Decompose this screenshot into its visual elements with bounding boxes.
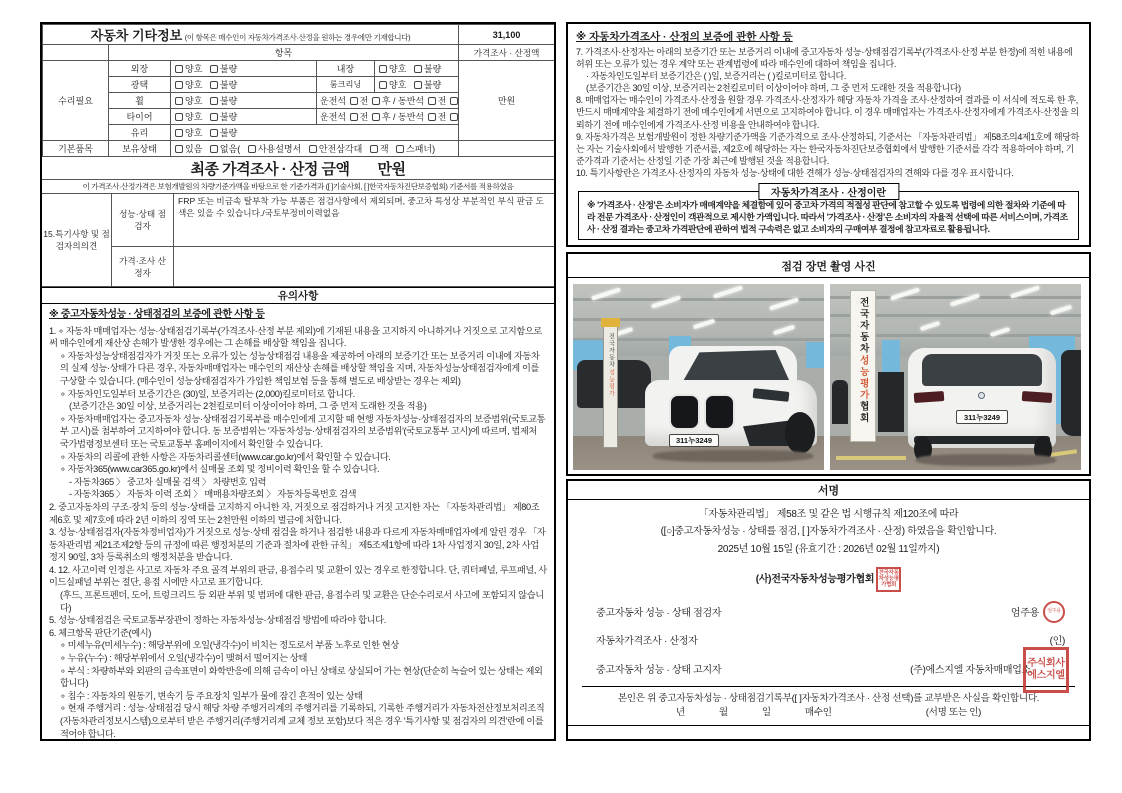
checkbox-wheel-passenger-front[interactable] — [428, 97, 436, 105]
checkbox-wheel-passenger-rear[interactable] — [450, 97, 458, 105]
price-unit-cell: 만원 — [459, 61, 555, 141]
label-spanner: 스패너) — [406, 144, 436, 154]
signature-row-dealer — [582, 657, 1075, 681]
right-column — [566, 22, 1091, 741]
signature-body — [568, 500, 1089, 687]
checkbox-spanner[interactable] — [396, 145, 404, 153]
checkbox-tire-passenger-front[interactable] — [428, 113, 436, 121]
checkbox-exterior-bad[interactable] — [210, 65, 218, 73]
label-day: 일 — [761, 707, 771, 719]
lift-post-text-black: 전국자동차 — [607, 333, 614, 368]
checkbox-tire-driver-front[interactable] — [350, 113, 358, 121]
row-tire-label: 타이어 — [109, 109, 171, 125]
checkbox-tire-passenger-rear[interactable] — [450, 113, 458, 121]
label-front: 전 — [437, 96, 447, 106]
banner-text-red: 성능평가 — [857, 354, 869, 401]
appraisal-definition-title: 자동차가격조사 · 산정이란 — [758, 183, 899, 200]
checkbox-exterior-good[interactable] — [175, 65, 183, 73]
checkbox-manual[interactable] — [248, 145, 256, 153]
caution-item: 5. 성능·상태점검은 국토교통부장관이 정하는 자동차성능·상태점검 방법에 따라야 합니다. — [49, 615, 386, 626]
inspection-photo-front — [573, 284, 824, 470]
base-price-value: 31,100 — [459, 25, 555, 45]
price-warranty-item: · 자동차인도일부터 보증기간은 ( )일, 보증거리는 ( )킬로미터로 합니다. — [586, 71, 847, 82]
label-bad: 불량 — [219, 80, 238, 90]
label-bad: 불량 — [219, 112, 238, 122]
appraiser-sublabel: 가격·조사 산정자 — [112, 247, 174, 287]
checkbox-roomcleaning-bad[interactable] — [414, 81, 422, 89]
check-line: ([○]중고자동차성능 · 상태를 점검, [ ]자동차가격조사 · 산정) 하였음을 확인합니다. — [660, 525, 997, 537]
open-car-door — [1061, 350, 1081, 436]
group-repair-label: 수리필요 — [43, 61, 109, 141]
doc-subtitle: (이 항목은 매수인이 자동차가격조사·산정을 원하는 경우에만 기재합니다) — [184, 33, 411, 42]
checkbox-nothave[interactable] — [210, 145, 218, 153]
dealer-row-label: 중고자동차 성능 · 상태 고지자 — [596, 664, 722, 676]
final-price-title: 최종 가격조사 · 산정 금액 — [190, 160, 350, 178]
caution-header: 유의사항 — [42, 287, 554, 304]
checkbox-have[interactable] — [175, 145, 183, 153]
association-banner — [850, 290, 876, 442]
label-good: 양호 — [185, 64, 203, 74]
caution-item: ∘ 미세누유(미세누수) : 해당부위에 오일(냉각수)이 비치는 정도로서 부품 노후로 인한 현상 — [60, 640, 399, 651]
signature-row-appraiser — [582, 632, 1075, 647]
group-basic-label: 기본품목 — [43, 141, 109, 157]
blue-wall — [806, 342, 824, 368]
checkbox-wheel-good[interactable] — [175, 97, 183, 105]
car-grille-left — [669, 394, 700, 430]
date-line: 2025년 10월 15일 (유효기간 : 2026년 02월 11일까지) — [717, 544, 940, 555]
banner-text-black-top: 전국자동차 — [857, 297, 869, 355]
caution-item: ∘ 자동차365(www.car365.go.kr)에서 실매물 조회 및 정비이력 확인을 할 수 있습니다. — [60, 464, 380, 475]
checkbox-glass-good[interactable] — [175, 129, 183, 137]
label-manual: 사용설명서 — [257, 144, 302, 154]
dealer-name: (주)에스지엘 자동차매매업소 — [910, 664, 1031, 676]
special-row-label: 15.특기사항 및 점검자의의견 — [42, 194, 112, 287]
license-plate-rear: 311누3249 — [956, 410, 1008, 424]
divider — [582, 686, 1075, 687]
row-interior-label: 내장 — [317, 61, 375, 77]
caution-item: (보증기간은 30일 이상, 보증거리는 2천킬로미터 이상이어야 하며, 그 중 먼저 도래한 것을 적용) — [69, 401, 427, 412]
wheel-position-options — [317, 93, 459, 109]
label-rear: 후 / — [381, 112, 396, 122]
label-sign-or-seal: (서명 또는 인) — [925, 707, 982, 719]
label-driver-seat: 운전석 — [320, 112, 347, 122]
exterior-options — [171, 61, 317, 77]
price-warranty-item: 8. 매매업자는 매수인이 가격조사·산정을 원할 경우 가격조사·산정자가 해당 자동차 가격을 조사·산정하여 결과를 이 서식에 적도록 한 후, 반드시 매매계약을 체결하기 전에 매수인에게 서면으로 고지하여야 합니다. 이 경우 매매업자는 가격조사·산정자에게 가격조사·산정을 의뢰하기 전에 매수인에게 가격조사·산정 비용을 안내하여야 합니다. — [576, 95, 1079, 130]
blank-signature-strip — [568, 726, 1089, 739]
confirmation-date-line — [582, 706, 1075, 721]
label-jack: 잭 — [379, 144, 389, 154]
empty-price-cell — [459, 141, 555, 157]
label-good: 양호 — [185, 128, 203, 138]
association-seal: 전국자동차성능평가협회 — [876, 567, 901, 592]
photo-section-title: 점검 장면 촬영 사진 — [568, 254, 1089, 278]
car-taillight-left — [914, 391, 945, 403]
row-roomcleaning-label: 룸크리닝 — [317, 77, 375, 93]
org-line — [582, 567, 1075, 592]
signature-section — [566, 479, 1091, 741]
caution-item: ∘ 자동차매매업자는 중고자동차 성능·상태점검기록부를 매수인에게 고지할 때 현행 자동차성능·상태점검자의 보증범위(국토교통부 고시)를 첨부하여 고지하여야 합니다. 동 보증범위는 '자동차성능·상태점검자의 보증범위'(국토교통부 고시)에 따르며, 법제처 국가법령정보센터 또는 국토교통부 홈페이지에서 확인할 수 있습니다. — [60, 413, 546, 449]
appraiser-opinion-text — [174, 247, 554, 287]
inspector-seal: 엄주용 — [1043, 601, 1065, 623]
checkbox-tire-bad[interactable] — [210, 113, 218, 121]
caution-body — [42, 304, 554, 741]
label-rear: 후 / — [381, 96, 396, 106]
car-shadow — [653, 450, 813, 462]
caution-item: 1. ∘ 자동차 매매업자는 성능·상태점검기록부(가격조사·산정 부분 제외)에 기재된 내용을 고지하지 아니하거나 거짓으로 고지함으로써 매수인에게 재산상 손해가 발생한 경우에는 그 손해를 배상할 책임을 집니다. — [49, 325, 542, 349]
appraisal-definition-body: ※ '가격조사 · 산정'은 소비자가 매매계약을 체결함에 있어 중고차 가격의 적절성 판단에 참고할 수 있도록 법령에 의한 절차와 기준에 따라 전문 가격조사 · 산정인이 객관적으로 제시한 가액입니다. 따라서 '가격조사 · 산정'은 소비자의 자율적 선택에 따른 서비스이며, 가격조사 · 산정 결과는 중고차 가격판단에 관하여 법적 구속력은 없고 소비자의 구매여부 결정에 참고자료로 활용됩니다. — [587, 200, 1068, 234]
label-front: 전 — [359, 96, 369, 106]
checkbox-polish-good[interactable] — [175, 81, 183, 89]
law-line: 「자동차관리법」 제58조 및 같은 법 시행규칙 제120조에 따라 — [698, 509, 959, 520]
final-price-unit: 만원 — [377, 160, 406, 178]
price-warranty-item: 10. 특기사항란은 가격조사·산정자의 자동차 성능·상태에 대한 견해가 성능·상태점검자의 견해와 다를 경우 표시합니다. — [576, 167, 1014, 178]
association-name: (사)전국자동차성능평가협회 — [755, 573, 875, 585]
lift-post — [603, 326, 618, 448]
inspector-row-label: 중고자동차 성능 · 상태 점검자 — [596, 608, 722, 619]
label-passenger-seat: 동반석 — [398, 112, 425, 122]
glass-options — [171, 125, 459, 141]
inspector-opinion-text: FRP 또는 비금속 탈부착 가능 부품은 점검사항에서 제외되며, 중고차 특성상 부분적인 부식 판금 도색은 있을 수 있습니다./국토부정비이력없음 — [174, 194, 554, 247]
label-year: 년 — [675, 707, 685, 719]
label-have: 있음 — [185, 144, 203, 154]
car-rear-bumper — [914, 436, 1050, 444]
label-good: 양호 — [389, 64, 407, 74]
label-bad: 불량 — [423, 64, 442, 74]
checkbox-roomcleaning-good[interactable] — [379, 81, 387, 89]
caution-item: ∘ 현재 주행거리 : 성능·상태점검 당시 해당 차량 주행거리계의 주행거리를 기록하되, 기록한 주행거리가 자동차전산정보처리조직(자동차관리정보시스템)으로부터 받은 주행거리(주행거리계 교체 정보 포함)보다 적은 경우 '특기사항 및 점검자의 의견'란에 이를 적어야 합니다. — [60, 703, 545, 739]
polish-options — [171, 77, 317, 93]
checkbox-triangle[interactable] — [309, 145, 317, 153]
row-polish-label: 광택 — [109, 77, 171, 93]
checkbox-interior-good[interactable] — [379, 65, 387, 73]
checkbox-polish-bad[interactable] — [210, 81, 218, 89]
caution-item: ∘ 자동차인도일부터 보증기간은 (30)일, 보증거리는 (2,000)킬로미터로 합니다. — [60, 388, 355, 399]
price-warranty-title: ※ 자동차가격조사 · 산정의 보증에 관한 사항 등 — [576, 31, 793, 43]
appraisal-definition-box — [578, 188, 1079, 240]
confirmation-area — [568, 687, 1089, 726]
confirmation-line: 본인은 위 중고자동차성능 · 상태점검기록부([ ]자동차가격조사 · 산정 선택)를 교부받은 사실을 확인합니다. — [617, 692, 1040, 704]
checkbox-interior-bad[interactable] — [414, 65, 422, 73]
doc-title: 자동차 기타정보 — [90, 28, 183, 43]
car-shadow — [916, 454, 1056, 466]
equipment — [878, 372, 904, 432]
caution-item: ∘ 침수 : 자동차의 원동기, 변속기 등 주요장치 일부가 물에 잠긴 흔적이 있는 상태 — [60, 690, 363, 701]
row-glass-label: 유리 — [109, 125, 171, 141]
label-bad: 불량 — [423, 80, 442, 90]
caution-item: ∘ 자동차의 리콜에 관한 사항은 자동차리콜센터(www.car.go.kr)에서 확인할 수 있습니다. — [60, 451, 391, 462]
wheel-options — [171, 93, 317, 109]
caution-list — [49, 325, 547, 741]
label-triangle: 안전삼각대 — [318, 144, 363, 154]
caution-item: ∘ 누유(누수) : 해당부위에서 오일(냉각수)이 맺혀서 떨어지는 상태 — [60, 653, 307, 664]
final-price-note: 이 가격조사·산정가격은 보험개발원의 차량기준가액을 바탕으로 한 기준가격과 ([ ]기술사회, [ ]한국자동차진단보증협회) 기준서를 적용하였음 — [42, 180, 554, 194]
tire-options — [171, 109, 317, 125]
lift-post-cap — [601, 318, 620, 327]
label-month: 월 — [718, 707, 728, 719]
caution-item: - 자동차365 〉 중고차 실매물 검색 〉 차량번호 입력 — [69, 476, 267, 487]
appraiser-row-label: 자동차가격조사 · 산정자 — [596, 635, 698, 647]
inspector-name: 엄주용 — [1010, 608, 1039, 619]
row-exterior-label: 외장 — [109, 61, 171, 77]
col-header-item: 항목 — [109, 45, 459, 61]
banner-text-black-bottom: 협회 — [857, 400, 869, 424]
dealer-seal: 주식회사 에스지엘 — [1023, 647, 1069, 693]
other-info-section — [40, 22, 556, 741]
label-buyer: 매수인 — [804, 707, 832, 719]
car-front-wheel — [785, 412, 815, 454]
caution-item: 2. 중고자동차의 구조·장치 등의 성능·상태를 고지하지 아니한 자, 거짓으로 점검하거나 거짓 고지한 자는 「자동차관리법」 제80조제6호 및 제7호에 따라 2년 이하의 징역 또는 2천만원 이하의 벌금에 처합니다. — [49, 501, 540, 525]
price-warranty-item: (보증기간은 30일 이상, 보증거리는 2천킬로미터 이상이어야 하며, 그 중 먼저 도래한 것을 적용합니다) — [586, 83, 961, 94]
label-good: 양호 — [389, 80, 407, 90]
empty-cell — [43, 45, 109, 61]
parking-line — [836, 456, 906, 460]
basic-item-options — [171, 141, 459, 157]
label-nothave: 없음( — [219, 144, 241, 154]
other-info-table — [42, 24, 555, 157]
signature-header: 서명 — [568, 481, 1089, 500]
checkbox-jack[interactable] — [370, 145, 378, 153]
special-notes-table — [42, 194, 554, 287]
label-bad: 불량 — [219, 64, 238, 74]
caution-item: (후드, 프론트펜더, 도어, 트렁크리드 등 외판 부위 및 범퍼에 대한 판금, 용접수리 및 교환은 단순수리로서 사고에 포함되지 않습니다) — [60, 590, 544, 613]
caution-item: 3. 성능·상태점검자(자동차정비업자)가 거짓으로 성능·상태 점검을 하거나 점검한 내용과 다르게 자동차매매업자에게 알린 경우 「자동차관리법 제21조제2항 등의 규정에 따른 행정처분의 기준과 절차에 관한 규칙」 제5조제1항에 따라 1차 사업정지 30일, 2차 사업정지 90일, 3차 등록취소의 행정처분을 받습니다. — [49, 527, 546, 563]
row-holding-label: 보유상태 — [109, 141, 171, 157]
car-taillight-right — [1022, 391, 1053, 403]
final-price-line — [42, 157, 554, 180]
inspection-photo-rear — [830, 284, 1081, 470]
car-rear-window — [922, 354, 1042, 386]
price-warranty-list — [576, 46, 1081, 179]
caution-title: ※ 중고자동차성능 · 상태점검의 보증에 관한 사항 등 — [49, 309, 265, 320]
signature-row-inspector — [582, 601, 1075, 623]
checkbox-tire-driver-rear[interactable] — [372, 113, 380, 121]
photo-section — [566, 252, 1091, 476]
license-plate-front: 311누3249 — [669, 434, 719, 447]
checkbox-wheel-bad[interactable] — [210, 97, 218, 105]
caution-item: 4. 12. 사고이력 인정은 사고로 자동차 주요 골격 부위의 판금, 용접수리 및 교환이 있는 경우로 한정합니다. 단, 쿼터패널, 루프패널, 사이드실패널 부위는 절단, 용접 시에만 사고로 표기합니다. — [49, 564, 547, 588]
car-grille-right — [704, 394, 735, 430]
label-bad: 불량 — [219, 96, 238, 106]
caution-item: - 자동차365 〉 자동차 이력 조회 〉 매매용차량조회 〉 자동차등록번호 검색 — [69, 489, 357, 500]
caution-item: ∘ 부식 : 차량하부와 외판의 금속표면이 화학반응에 의해 금속이 아닌 상태로 상실되어 가는 현상(단순히 녹슬어 있는 상태는 제외합니다) — [60, 665, 543, 689]
checkbox-glass-bad[interactable] — [210, 129, 218, 137]
price-warranty-item: 7. 가격조사·산정자는 아래의 보증기간 또는 보증거리 이내에 중고자동차 성능·상태점검기록부(가격조사·산정 부분 한정)에 적힌 내용에 허위 또는 오류가 있는 경우 계약 또는 관계법령에 따라 매수인에 대하여 책임을 집니다. — [576, 47, 1073, 70]
caution-item: ∘ 자동차성능상태점검자가 거짓 또는 오류가 있는 성능상태점검 내용을 제공하여 아래의 보증기간 또는 보증거리 이내에 자동차의 실제 성능·상태가 다른 경우, 자동차매매업자는 매수인의 재산상 손해를 배상할 책임을 지며, 자동차성능상태점검자에게 이를 구상할 수 있습니다. (매수인이 성능상태점검자가 가입한 책임보험 등을 통해 별도로 배상받는 경우는 제외) — [60, 350, 540, 386]
tire-position-options — [317, 109, 459, 125]
label-passenger-seat: 동반석 — [398, 96, 425, 106]
label-front: 전 — [359, 112, 369, 122]
label-good: 양호 — [185, 80, 203, 90]
photo-row — [568, 278, 1089, 476]
bmw-roundel — [978, 392, 985, 399]
col-header-price: 가격조사 · 산정액 — [459, 45, 555, 61]
label-good: 양호 — [185, 96, 203, 106]
label-bad: 불량 — [219, 128, 238, 138]
checkbox-wheel-driver-front[interactable] — [350, 97, 358, 105]
checkbox-tire-good[interactable] — [175, 113, 183, 121]
inspector-sublabel: 성능·상태 점검자 — [112, 194, 174, 247]
person-silhouette — [832, 380, 848, 424]
appraiser-seal-placeholder: (인) — [1049, 635, 1065, 647]
label-driver-seat: 운전석 — [320, 96, 347, 106]
table-title-cell — [43, 25, 459, 45]
price-warranty-item: 9. 자동차가격은 보험개발원이 정한 차량기준가액을 기준가격으로 조사·산정하되, 기준서는 「자동차관리법」 제58조의4제1호에 해당하는 자는 기술사회에서 발행한 기준서를, 제2호에 해당하는 자는 한국자동차진단보증협회에서 발행한 기준서를 각각 적용하여야 하며, 기준가격과 기준서는 산정일 기준 가장 최근에 발행된 것을 적용합니다. — [576, 131, 1079, 166]
row-wheel-label: 휠 — [109, 93, 171, 109]
label-good: 양호 — [185, 112, 203, 122]
price-warranty-section — [566, 22, 1091, 247]
label-front: 전 — [437, 112, 447, 122]
interior-options — [375, 61, 459, 77]
roomcleaning-options — [375, 77, 459, 93]
lift-post-text-red: 성능평가 — [607, 369, 614, 397]
caution-item: 6. 체크항목 판단기준(예시) — [49, 627, 152, 638]
checkbox-wheel-driver-rear[interactable] — [372, 97, 380, 105]
